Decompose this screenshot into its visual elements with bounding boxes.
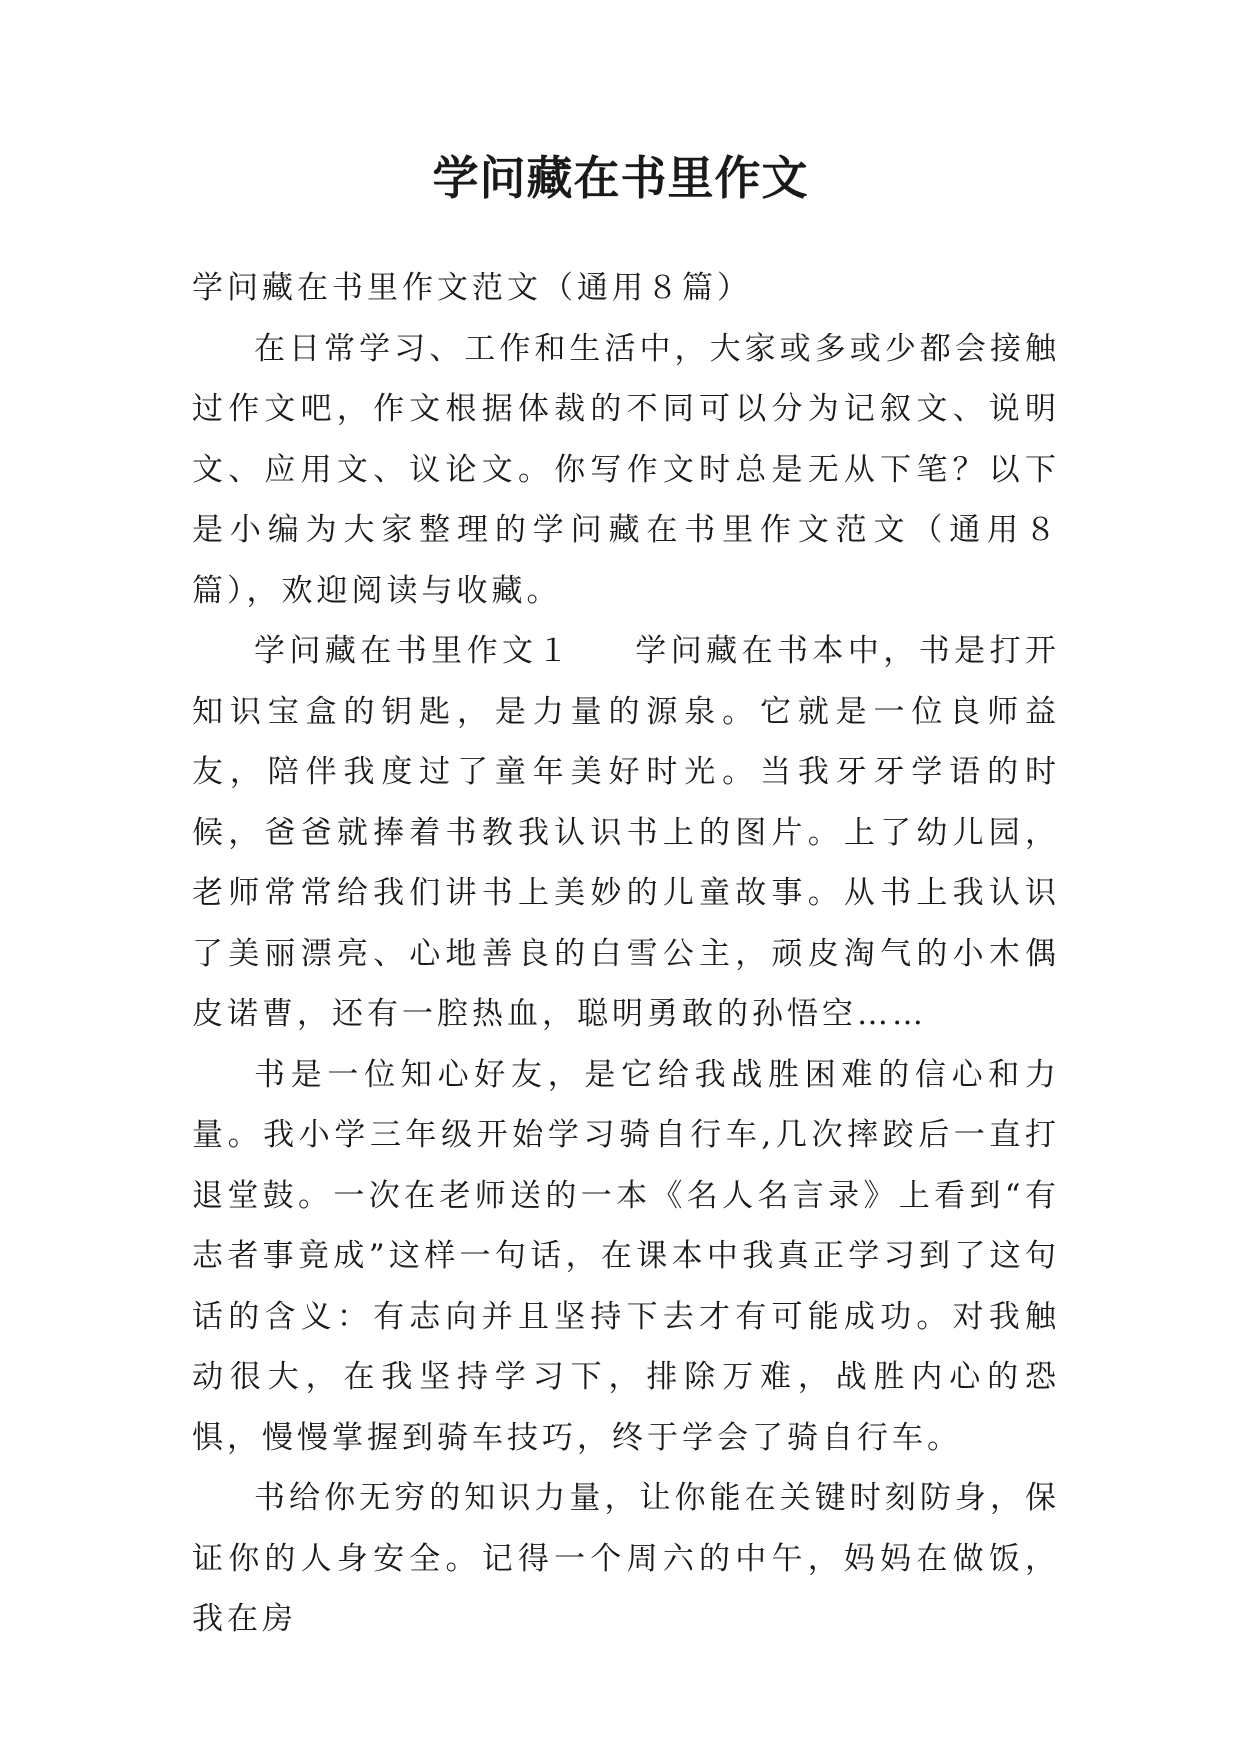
essay1-first-paragraph (192, 621, 1060, 1045)
essay1-paragraph-3: 书给你无穷的知识力量，让你能在关键时刻防身，保证你的人身安全。记得一个周六的中午，妈妈在做饭，我在房 (192, 1480, 1060, 1637)
essay1-heading: 学问藏在书里作文１ (254, 633, 573, 669)
essay1-paragraph-1: 学问藏在书本中，书是打开知识宝盒的钥匙，是力量的源泉。它就是一位良师益友，陪伴我度过了童年美好时光。当我牙牙学语的时候，爸爸就捧着书教我认识书上的图片。上了幼儿园，老师常常给我们讲书上美妙的儿童故事。从书上我认识了美丽漂亮、心地善良的白雪公主，顽皮淘气的小木偶皮诺曹，还有一腔热血，聪明勇敢的孙悟空…… (192, 633, 1061, 1032)
document-subtitle: 学问藏在书里作文范文（通用８篇） (192, 270, 752, 306)
intro-paragraph: 在日常学习、工作和生活中，大家或多或少都会接触过作文吧，作文根据体裁的不同可以分为记叙文、说明文、应用文、议论文。你写作文时总是无从下笔？以下是小编为大家整理的学问藏在书里作文范文（通用８篇），欢迎阅读与收藏。 (192, 330, 1060, 609)
document-body (192, 258, 1060, 1650)
essay1-paragraph-2: 书是一位知心好友，是它给我战胜困难的信心和力量。我小学三年级开始学习骑自行车,几次摔跤后一直打退堂鼓。一次在老师送的一本《名人名言录》上看到“有志者事竟成”这样一句话，在课本中我真正学习到了这句话的含义：有志向并且坚持下去才有可能成功。对我触动很大，在我坚持学习下，排除万难，战胜内心的恐惧，慢慢掌握到骑车技巧，终于学会了骑自行车。 (192, 1056, 1060, 1456)
document-title: 学问藏在书里作文 (432, 151, 809, 205)
